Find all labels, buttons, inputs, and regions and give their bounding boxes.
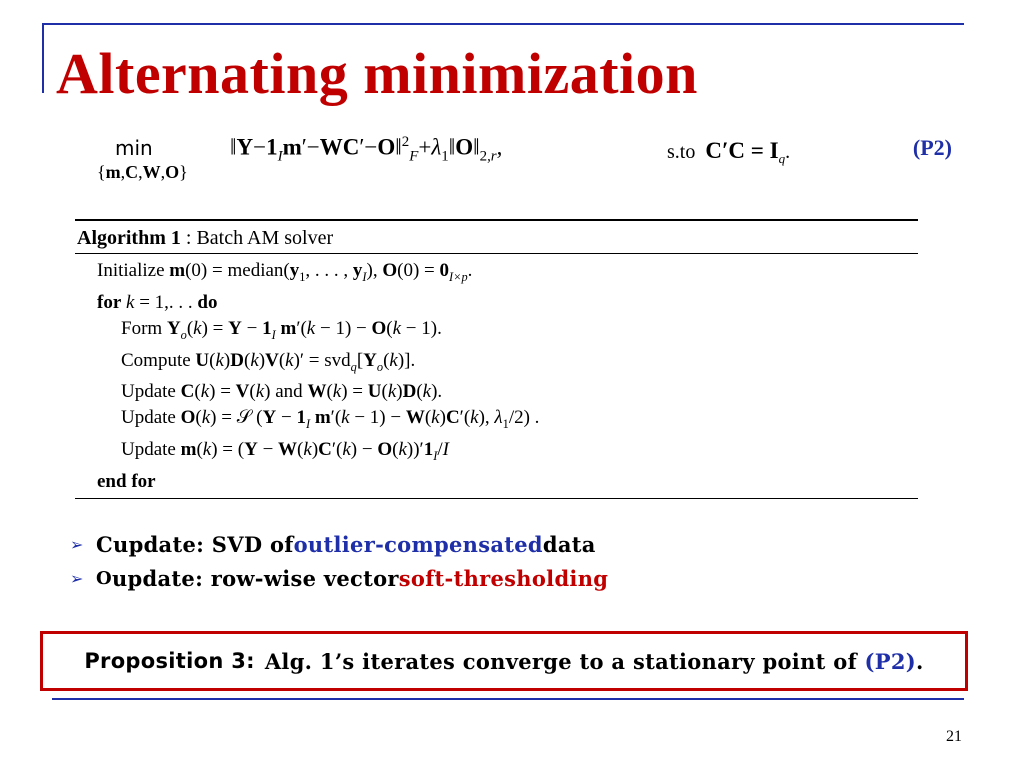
equation-tag: (P2): [912, 135, 952, 160]
bullet-item: ➢ C update: SVD of outlier-compensated data: [70, 531, 596, 557]
objective-function: $‖Y-1_Im'-WC'-O‖^2_F+\lambda_1‖O‖_{2,r}$,: [230, 134, 503, 165]
bullet-list: [70, 527, 608, 595]
constraint: s.to $C'C = I_q$.: [667, 138, 791, 166]
algorithm-bottom-rule: [75, 498, 918, 499]
arrow-bullet-icon: ➢: [70, 568, 84, 588]
proposition-ref: (P2): [864, 648, 917, 674]
top-rule: [42, 23, 964, 25]
algorithm-line: end for: [97, 470, 156, 492]
proposition-box: Proposition 3: Alg. 1’s iterates converge to a stationary point of (P2) .: [40, 631, 968, 691]
algorithm-line: Update O(k) = 𝒮 ($Y - 1_I$ m′(k − 1) − W(k)C′(k), $\lambda_1/2$) .: [121, 407, 540, 432]
min-operator: min: [115, 136, 153, 160]
algorithm-body: [75, 254, 918, 498]
algorithm-box: [75, 219, 918, 499]
algorithm-line: Initialize $m(0) = median(y_1$, . . . , $y_I$), $O(0) = 0_{I\times p}$.: [97, 260, 473, 284]
bottom-rule: [52, 698, 964, 700]
bullet-item: ➢ O update: row-wise vector soft-thresholding: [70, 565, 609, 591]
optimization-problem: [95, 128, 965, 188]
arrow-bullet-icon: ➢: [70, 534, 84, 554]
proposition-text: Alg. 1’s iterates converge to a stationary point of: [264, 648, 857, 674]
min-variables: {m,C,W,O}: [97, 162, 188, 182]
algorithm-line: Update C(k) = V(k) and W(k) = U(k)D(k).: [121, 381, 443, 403]
algorithm-line: Compute $U(k)D(k)V(k)' = svd_q[Y_o(k)]$.: [121, 349, 416, 374]
algorithm-line: for k = 1,. . . do: [97, 291, 218, 313]
slide-title: Alternating minimization: [56, 41, 698, 106]
page-number: 21: [946, 728, 962, 745]
proposition-label: Proposition 3:: [84, 649, 255, 673]
left-rule: [42, 23, 44, 93]
algorithm-line: Update $m(k) = (Y - W(k)C'(k) - O(k))'1_I/I$: [121, 439, 449, 463]
algorithm-line: Form $Y_o(k) = Y - 1_I$ m′(k − 1) − O(k − 1).: [121, 317, 442, 342]
algorithm-header: Algorithm 1 : Batch AM solver: [77, 227, 334, 249]
